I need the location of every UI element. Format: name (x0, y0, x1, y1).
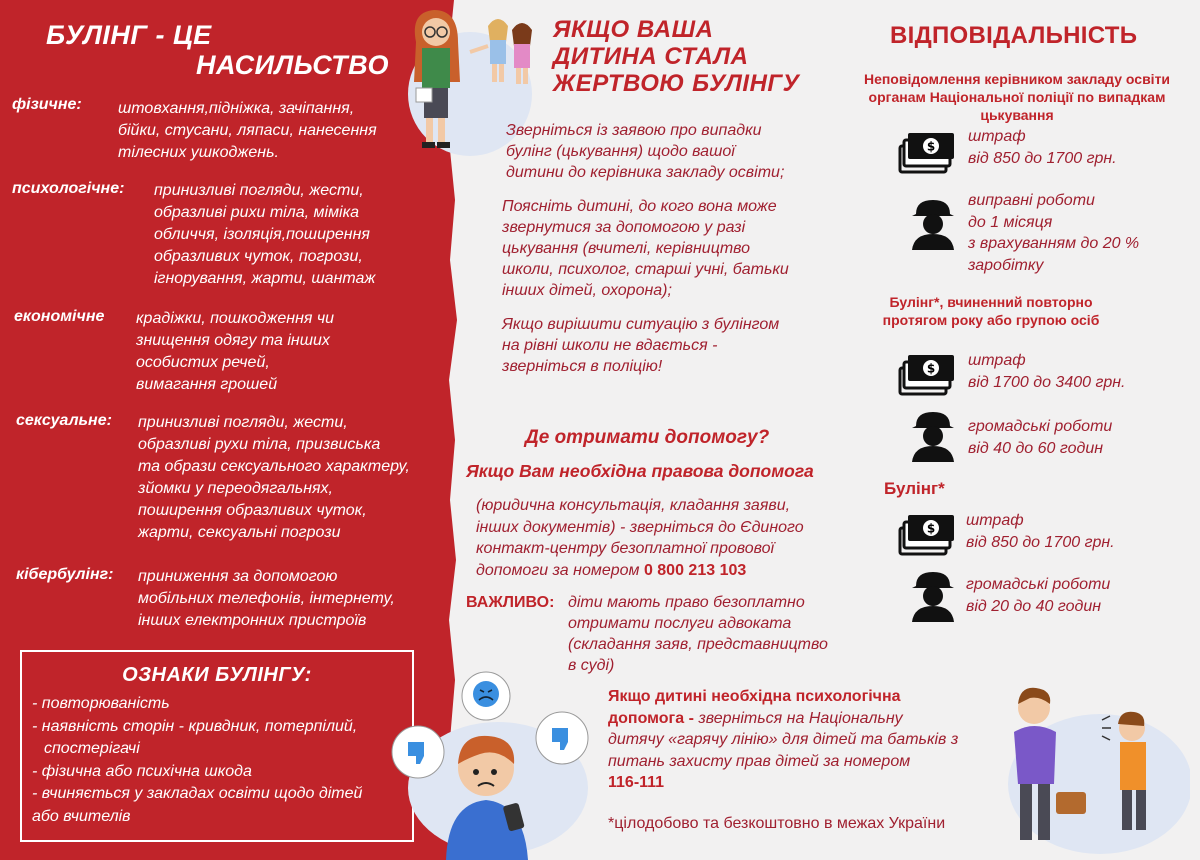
title-line: ДИТИНА СТАЛА (553, 43, 749, 70)
text-line: Поясніть дитині, до кого вона може (502, 198, 777, 215)
worker-icon (910, 410, 956, 462)
text-line: (складання заяв, представництво (568, 636, 828, 653)
legal-help-title: Якщо Вам необхідна правова допомога (466, 461, 814, 481)
list-item: - наявність сторін - кривдник, потерпілий, (32, 717, 358, 735)
thumbs-down-icon (392, 726, 444, 778)
text-line: дитини до керівника закладу освіти; (506, 164, 785, 181)
text-line: заробітку (968, 256, 1044, 274)
text-line: Якщо вирішити ситуацію з булінгом (502, 316, 780, 333)
category-text-line: крадіжки, пошкодження чи (136, 310, 335, 327)
heading-line: органам Національної поліції по випадкам (868, 89, 1166, 105)
text-line: дитячу «гарячу лінію» для дітей та батьків з (608, 731, 959, 748)
heading-line: цькування (980, 107, 1054, 123)
penalty-work-3 (966, 574, 1110, 617)
category-text-line: ігнорування, жарти, шантаж (154, 270, 376, 287)
text-line: питань захисту прав дітей за номером (608, 752, 911, 770)
text-line: від 850 до 1700 грн. (968, 149, 1117, 167)
category-text-line: принизливі погляди, жести, (138, 414, 348, 431)
category-text-line: та образи сексуального характеру, (138, 458, 410, 475)
category-text-line: образливі рихи тіла, міміка (154, 204, 360, 221)
category-text-line: приниження за допомогою (138, 568, 338, 585)
text-line: штраф (966, 512, 1024, 529)
text-line: від 850 до 1700 грн. (966, 533, 1115, 551)
money-icon (898, 352, 956, 396)
worker-icon (910, 570, 956, 622)
money-icon (898, 512, 956, 556)
title-line1: БУЛІНГ - ЦЕ (46, 20, 212, 50)
text-line: з врахуванням до 20 % (968, 235, 1140, 252)
penalty-work-2 (968, 416, 1112, 459)
heading-line: Неповідомлення керівником закладу освіти (863, 71, 1171, 87)
text-line: штраф (968, 352, 1026, 369)
list-item: - повторюваність (32, 695, 170, 712)
psy-phone: 116-111 (608, 774, 665, 791)
text-line: штраф (968, 128, 1026, 145)
text-line: інших документів) - зверніться до Єдиного (476, 518, 804, 536)
psychological-help (608, 686, 988, 794)
text-line: інших дітей, охорона); (502, 282, 672, 299)
category-text-line: образливі рухи тіла, призвиська (138, 436, 381, 453)
text-line: цькування (вчителі, керівництво (502, 240, 751, 257)
category-text-line: поширення образливих чуток, (138, 502, 367, 519)
category-text-line: образливих чуток, погрози, (154, 248, 363, 265)
category-label: сексуальне: (16, 412, 112, 429)
advice-1 (506, 120, 836, 183)
responsibility-title: ВІДПОВІДАЛЬНІСТЬ (890, 22, 1138, 49)
svg-text:$: $ (926, 139, 936, 154)
important-label: ВАЖЛИВО: (466, 594, 555, 611)
category-text-line: обличчя, ізоляція,поширення (154, 226, 370, 243)
penalty-work-1 (968, 190, 1139, 276)
boys-illustration (990, 672, 1190, 860)
sad-face-icon (462, 672, 510, 720)
title-line: ЖЕРТВОЮ БУЛІНГУ (553, 70, 800, 97)
psy-title-line: допомога - (608, 709, 694, 727)
list-item: спостерігачі (44, 740, 140, 757)
category-text-line: бійки, стусани, ляпаси, нанесення (118, 122, 377, 139)
responsibility-heading-3: Булінг* (884, 479, 945, 498)
text-part: допомоги за номером (476, 561, 644, 579)
text-line: громадські роботи (968, 418, 1113, 435)
text-line: від 1700 до 3400 грн. (968, 373, 1126, 391)
text-line: булінг (цькування) щодо вашої (506, 143, 735, 160)
penalty-fine-2 (968, 350, 1126, 393)
psy-title-line: Якщо дитині необхідна психологічна (608, 688, 901, 705)
title-line: ЯКЩО ВАША (553, 16, 714, 43)
bullying-signs-box (20, 650, 414, 842)
category-text-line: зйомки у переодягальнях, (138, 480, 333, 497)
category-text-line: мобільних телефонів, інтернету, (138, 590, 395, 607)
list-item: - фізична або психічна шкода (32, 762, 252, 780)
advice-3 (502, 314, 832, 377)
help-title: Де отримати допомогу? (525, 427, 770, 448)
text-line: від 40 до 60 годин (968, 439, 1104, 457)
advice-2 (502, 196, 842, 301)
money-icon (898, 130, 956, 174)
category-text-line: знищення одягу та інших (136, 332, 330, 349)
responsibility-heading-2 (858, 293, 1124, 329)
category-text-line: штовхання,підніжка, зачіпання, (118, 100, 355, 117)
category-label: кібербулінг: (16, 566, 114, 583)
text-line: Зверніться із заявою про випадки (506, 122, 762, 139)
text-line: в суді) (568, 657, 615, 674)
category-text-line: інших електронних пристроїв (138, 612, 367, 629)
list-item: - вчиняється у закладах освіти щодо дітей (32, 785, 363, 802)
text-line: отримати послуги адвоката (568, 615, 792, 632)
free-note: *цілодобово та безкоштовно в межах України (608, 815, 946, 832)
text-line: (юридична консультація, кладання заяви, (476, 497, 791, 514)
list-item: або вчителів (32, 807, 131, 825)
left-panel (0, 0, 448, 860)
legal-phone: 0 800 213 103 (643, 561, 747, 579)
text-line (476, 560, 846, 582)
signs-list (32, 693, 412, 828)
worker-icon (910, 198, 956, 250)
category-text-line: жарти, сексуальні погрози (138, 524, 341, 541)
responsibility-heading-1 (842, 70, 1192, 124)
sad-boy-illustration (388, 668, 603, 860)
text-line: громадські роботи (966, 576, 1111, 593)
text-line: школи, психолог, старші учні, батьки (502, 261, 789, 278)
text-line: до 1 місяця (968, 213, 1053, 231)
penalty-fine-3 (966, 510, 1115, 553)
heading-line: протягом року або групою осіб (882, 312, 1100, 328)
text-line: виправні роботи (968, 192, 1095, 209)
thumbs-down-icon (536, 712, 588, 764)
text-line: діти мають право безоплатно (568, 594, 805, 611)
text-line: від 20 до 40 годин (966, 597, 1102, 615)
text-line: звернутися за допомогою у разі (502, 219, 746, 236)
category-label: психологічне: (12, 180, 125, 197)
text-line: на рівні школи не вдається - (502, 337, 718, 354)
legal-help-text (476, 495, 846, 581)
category-text-line: вимагання грошей (136, 376, 278, 393)
signs-title: ОЗНАКИ БУЛІНГУ: (122, 664, 312, 686)
important-note (466, 592, 856, 676)
category-label: фізичне: (12, 96, 82, 113)
svg-text:$: $ (926, 361, 936, 376)
category-text-line: принизливі погляди, жести, (154, 182, 364, 199)
title-line2: НАСИЛЬСТВО (196, 50, 389, 80)
heading-line: Булінг*, вчиненний повторно (889, 294, 1093, 310)
middle-title (553, 16, 799, 97)
category-text-line: тілесних ушкоджень. (118, 144, 279, 161)
text-line: зверніться в поліцію! (502, 358, 663, 375)
penalty-fine-1 (968, 126, 1117, 169)
category-text-line: особистих речей, (136, 354, 270, 371)
text-line: контакт-центру безоплатної провової (476, 540, 775, 557)
text-part: зверніться на Національну (693, 709, 903, 727)
svg-text:$: $ (926, 521, 936, 536)
category-label: економічне (14, 308, 105, 325)
